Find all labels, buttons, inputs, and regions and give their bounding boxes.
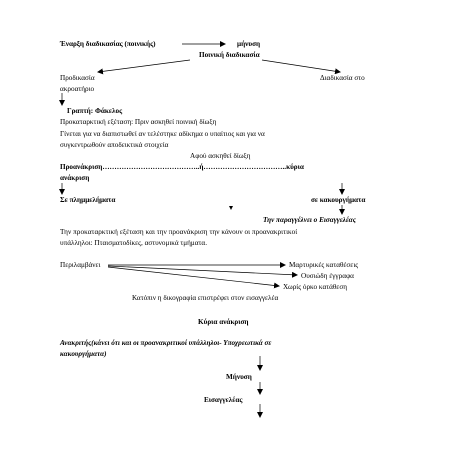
akroatirio-label: ακροατήριο bbox=[60, 85, 95, 93]
ousiodi-label: Ουσιώδη έγγραφα bbox=[301, 272, 354, 280]
start-label: Έναρξη διαδικασίας (ποινικής) bbox=[60, 40, 156, 48]
anakritis-line-1: Ανακριτής(κάνει ότι και οι προανακριτικοί υπάλληλοι- Υποχρεωτικά σε bbox=[60, 339, 272, 347]
ginetai-line-1: Γίνεται για να διαπιστωθεί αν τελέστηκε αδίκημα ο υπαίτιος και για να bbox=[60, 130, 265, 138]
katopin-line: Κατόπιν η δικογραφία επιστρέφει στον εισαγγελέα bbox=[132, 294, 279, 302]
prokatarktiki-line: Προκαταρκτική εξέταση: Πριν ασκηθεί ποινική δίωξη bbox=[60, 118, 217, 126]
poiniki-diadikasia: Ποινική διαδικασία bbox=[199, 51, 260, 59]
small-down-arrow bbox=[229, 206, 233, 210]
ginetai-line-2: συγκεντρωθούν αποδεικτικά στοιχεία bbox=[60, 141, 169, 149]
minusi-top: μήνυση bbox=[237, 40, 261, 48]
anakritis-line-2: κακουργήματα) bbox=[60, 350, 107, 358]
martyrikes-label: Μαρτυρικές καταθέσεις bbox=[289, 261, 359, 269]
anakrisi-line: ανάκριση bbox=[60, 174, 90, 182]
xoris-label: Χωρίς όρκο κατάθεση bbox=[283, 283, 347, 291]
kyria-anakrisi-heading: Κύρια ανάκριση bbox=[198, 318, 249, 326]
minusi-bottom: Μήνυση bbox=[226, 373, 252, 381]
prokatarktiki-2a: Την προκαταρκτική εξέταση και την προανάκριση την κάνουν οι προανακριτικοί bbox=[60, 228, 298, 236]
grapti-heading: Γραπτή: Φάκελος bbox=[67, 107, 123, 115]
paraggelnei-line: Την παραγγέλνει ο Εισαγγελέας bbox=[263, 216, 356, 224]
arrow-to-diadikasia bbox=[262, 60, 340, 72]
diadikasia-sto-label: Διαδικασία στο bbox=[320, 74, 365, 82]
proanakrisi-line: Προανάκριση…………………………………..ή……………………………..κύρια bbox=[60, 163, 304, 171]
perilamvanei-label: Περιλαμβάνει bbox=[60, 261, 101, 269]
plimmelimata-label: Σε πλημμελήματα bbox=[60, 196, 116, 204]
prodikasia-label: Προδικασία bbox=[60, 74, 95, 82]
kakourgimata-label: σε κακουργήματα bbox=[311, 196, 366, 204]
arrow-to-prodikasia bbox=[98, 60, 190, 72]
eisaggeleas-label: Εισαγγελέας bbox=[204, 396, 243, 404]
afou-line: Αφού ασκηθεί δίωξη bbox=[190, 152, 251, 160]
prokatarktiki-2b: υπάλληλοι: Πταισματοδίκες, αστυνομικά τμήματα. bbox=[60, 239, 207, 247]
